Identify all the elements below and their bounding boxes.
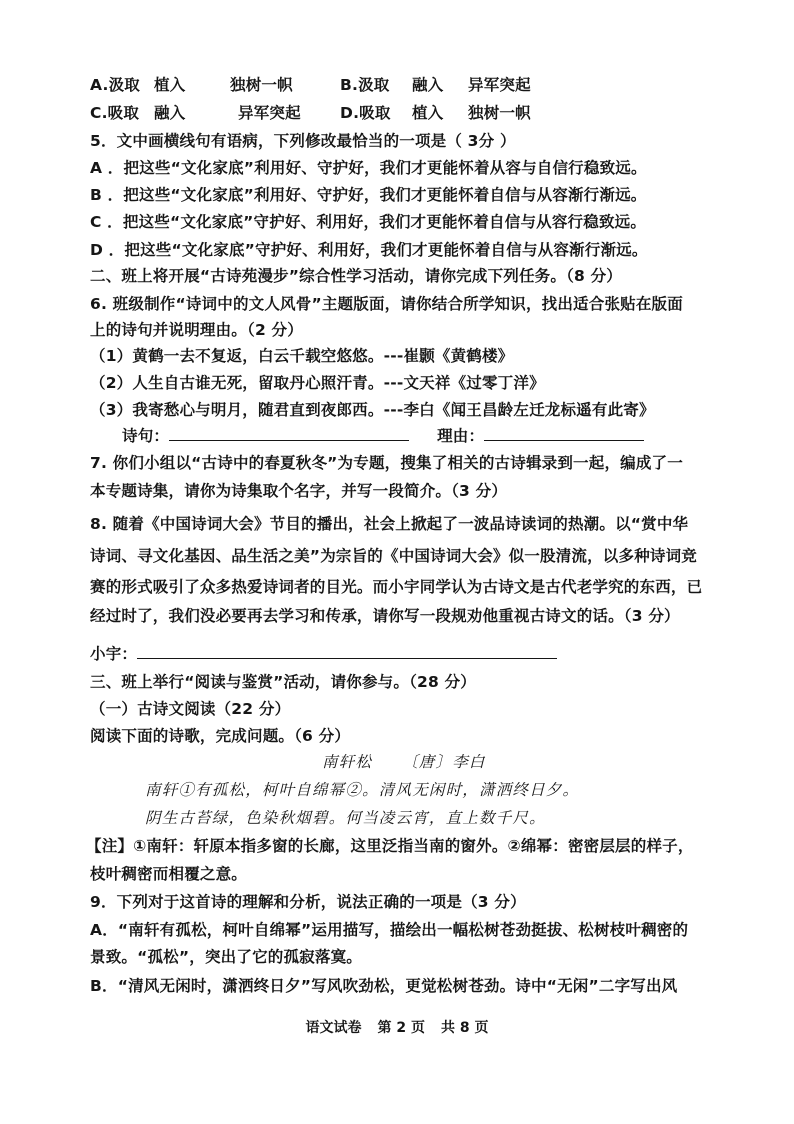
q5-option-c: C ．把这些“文化家底”守护好、利用好，我们才更能怀着自信与从容行稳致远。 <box>90 213 647 231</box>
reason-answer-blank[interactable] <box>484 426 644 441</box>
q8-line-1: 8. 随着《中国诗词大会》节目的播出，社会上掀起了一波品诗读词的热潮。以“赏中华 <box>90 515 689 533</box>
option-d-word-1: 植入 <box>412 104 444 122</box>
poem-instruction: 阅读下面的诗歌，完成问题。（6 分） <box>90 727 351 745</box>
q5-option-b: B ．把这些“文化家底”利用好、守护好，我们才更能怀着自信与从容渐行渐远。 <box>90 186 647 204</box>
option-b-label: B.汲取 <box>340 76 390 94</box>
xiaoyu-answer-blank[interactable] <box>137 644 557 659</box>
poem-title: 南轩松 <box>322 753 373 771</box>
poem-header <box>322 752 486 772</box>
page-footer <box>0 1017 794 1037</box>
q6-item-3: （3）我寄愁心与明月，随君直到夜郎西。---李白《闻王昌龄左迁龙标遥有此寄》 <box>90 401 655 419</box>
q5-stem: 5．文中画横线句有语病，下列修改最恰当的一项是（ 3分 ） <box>90 132 516 150</box>
q4-options-row-2 <box>90 103 531 123</box>
option-b-word-2: 异军突起 <box>468 76 531 94</box>
option-c-label: C.吸取 <box>90 104 140 122</box>
option-a-label: A.汲取 <box>90 76 140 94</box>
q6-item-2: （2）人生自古谁无死，留取丹心照汗青。---文天祥《过零丁洋》 <box>90 374 545 392</box>
option-b-word-1: 融入 <box>412 76 444 94</box>
q6-answer-row <box>122 426 644 446</box>
q8-line-4: 经过时了，我们没必要再去学习和传承，请你写一段规劝他重视古诗文的话。（3 分） <box>90 607 680 625</box>
q4-options-row-1 <box>90 75 531 95</box>
q7-line-2: 本专题诗集，请你为诗集取个名字，并写一段简介。（3 分） <box>90 482 508 500</box>
q5-option-d: D ．把这些“文化家底”守护好、利用好，我们才更能怀着自信与从容渐行渐远。 <box>90 241 648 259</box>
xiaoyu-label: 小宇： <box>90 645 138 663</box>
poem-author: 〔唐〕李白 <box>402 753 486 771</box>
poem-note-line-1: 【注】①南轩：轩原本指多窗的长廊，这里泛指当南的窗外。②绵幂：密密层层的样子， <box>86 837 694 855</box>
verse-answer-blank[interactable] <box>169 426 409 441</box>
section-3-sub-1: （一）古诗文阅读（22 分） <box>90 700 291 718</box>
poem-note-line-2: 枝叶稠密而相覆之意。 <box>90 865 248 883</box>
option-a-word-1: 植入 <box>154 76 186 94</box>
q6-item-1: （1）黄鹤一去不复返，白云千载空悠悠。---崔颢《黄鹤楼》 <box>90 347 514 365</box>
q8-line-3: 赛的形式吸引了众多热爱诗词者的目光。而小宇同学认为古诗文是古代老学究的东西，已 <box>90 578 703 596</box>
q5-option-a: A ．把这些“文化家底”利用好、守护好，我们才更能怀着从容与自信行稳致远。 <box>90 159 647 177</box>
q9-option-a-line-1: A．“南轩有孤松，柯叶自绵幂”运用描写，描绘出一幅松树苍劲挺拔、松树枝叶稠密的 <box>90 921 689 939</box>
option-c-word-1: 融入 <box>154 104 186 122</box>
q6-line-2: 上的诗句并说明理由。（2 分） <box>90 321 303 339</box>
footer-total-pages: 共 8 页 <box>441 1020 489 1036</box>
option-d-word-2: 独树一帜 <box>468 104 531 122</box>
option-a-word-2: 独树一帜 <box>230 76 293 94</box>
poem-line-1: 南轩①有孤松，柯叶自绵幂②。清风无闲时，潇洒终日夕。 <box>145 781 580 799</box>
reason-label: 理由： <box>437 427 485 445</box>
q7-line-1: 7. 你们小组以“古诗中的春夏秋冬”为专题，搜集了相关的古诗辑录到一起，编成了一 <box>90 454 683 472</box>
section-3-title: 三、班上举行“阅读与鉴赏”活动，请你参与。（28 分） <box>90 673 476 691</box>
q9-option-a-line-2: 景致。“孤松”，突出了它的孤寂落寞。 <box>90 948 362 966</box>
q8-answer-row <box>90 644 557 664</box>
q9-option-b-line-1: B．“清风无闲时，潇洒终日夕”写风吹劲松，更觉松树苍劲。诗中“无闲”二字写出风 <box>90 977 678 995</box>
footer-subject: 语文试卷 <box>305 1020 362 1036</box>
section-2-title: 二、班上将开展“古诗苑漫步”综合性学习活动，请你完成下列任务。（8 分） <box>90 267 623 285</box>
q6-line-1: 6. 班级制作“诗词中的文人风骨”主题版面，请你结合所学知识，找出适合张贴在版面 <box>90 295 683 313</box>
option-d-label: D.吸取 <box>340 104 391 122</box>
poem-line-2: 阴生古苔绿，色染秋烟碧。何当凌云宵，直上数千尺。 <box>145 809 546 827</box>
q9-stem: 9．下列对于这首诗的理解和分析，说法正确的一项是（3 分） <box>90 893 526 911</box>
verse-label: 诗句： <box>122 427 170 445</box>
option-c-word-2: 异军突起 <box>238 104 301 122</box>
footer-page-number: 第 2 页 <box>377 1020 425 1036</box>
q8-line-2: 诗词、寻文化基因、品生活之美”为宗旨的《中国诗词大会》似一股清流，以多种诗词竞 <box>90 547 697 565</box>
